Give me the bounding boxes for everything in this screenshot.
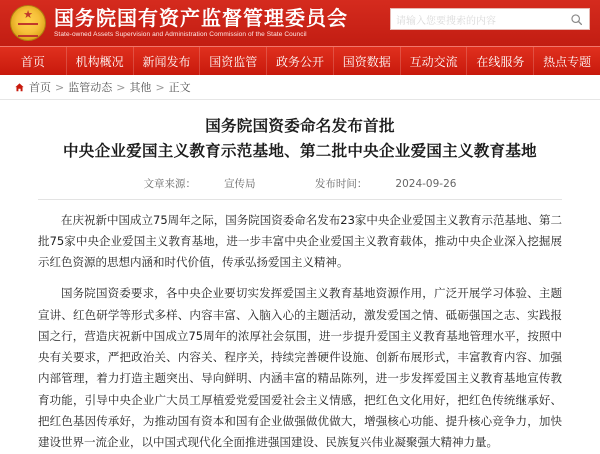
search-ghost-text: 请输入您要搜索的内容	[396, 16, 496, 27]
article-source	[130, 178, 270, 190]
meta-divider	[38, 199, 562, 200]
nav-item-news[interactable]: 新闻发布	[133, 47, 200, 75]
article-paragraph: 在庆祝新中国成立75周年之际，国务院国资委命名发布23家中央企业爱国主义教育示范基地、第二批75家中央企业爱国主义教育基地，进一步丰富中央企业爱国主义教育载体，推动中央企业深入挖掘展示红色资源的思想内涵和时代价值，传承弘扬爱国主义精神。	[38, 212, 562, 270]
article-source-value: 宣传局	[224, 177, 256, 190]
nav-item-organization[interactable]: 机构概况	[66, 47, 133, 75]
breadcrumb	[0, 75, 600, 100]
article-date-label: 发布时间：	[314, 177, 368, 190]
nav-item-home[interactable]: 首页	[20, 54, 45, 69]
breadcrumb-separator-3: >	[155, 80, 165, 94]
article-paragraph: 国务院国资委要求，各中央企业要切实发挥爱国主义教育基地资源作用，广泛开展学习体验、主题宣讲、红色研学等形式多样、内容丰富、入脑入心的主题活动，激发爱国之情、砥砺强国之志、实践报国之行，营造庆祝新中国成立75周年的浓厚社会氛围，进一步提升爱国主义教育基地管理水平，按照中央有关要求，严把政治关、内容关、程序关，持续完善硬件设施、创新布展形式，丰富教育内容、加强内部管理，着力打造主题突出、导向鲜明、内涵丰富的精品陈列，进一步发挥爱国主义教育基地宣传教育功能，引导中央企业广大员工厚植爱党爱国爱社会主义情感，把红色文化用好，把红色传统继承好、把红色基因传承好，为推动国有资本和国有企业做强做优做大，增强核心功能、提升核心竞争力，加快建设世界一流企业，以中国式现代化全面推进强国建设、民族复兴伟业凝聚强大精神力量。	[38, 286, 562, 450]
search-button[interactable]	[563, 9, 589, 29]
article-title-line-1: 国务院国资委命名发布首批	[205, 117, 395, 135]
search-area	[390, 8, 590, 30]
breadcrumb-separator-2: >	[116, 80, 126, 94]
article-body	[38, 210, 562, 454]
breadcrumb-item-home[interactable]: 首页	[29, 81, 51, 94]
article-title-line-2: 中央企业爱国主义教育示范基地、第二批中央企业爱国主义教育基地	[62, 141, 537, 160]
nav-item-interaction[interactable]: 互动交流	[400, 47, 467, 75]
site-title-en: State-owned Assets Supervision and Administration Commission of the State Council	[54, 30, 307, 38]
breadcrumb-item-other[interactable]: 其他	[129, 81, 152, 94]
breadcrumb-item-supervision-news[interactable]: 监管动态	[68, 81, 113, 94]
search-box[interactable]	[390, 8, 590, 30]
article-date-value: 2024-09-26	[395, 177, 457, 190]
breadcrumb-item-current: 正文	[168, 81, 191, 94]
article	[0, 100, 600, 454]
article-meta	[38, 176, 562, 191]
article-source-label: 文章来源：	[143, 177, 197, 190]
home-icon	[14, 82, 25, 93]
nav-item-supervision[interactable]: 国资监管	[199, 47, 266, 75]
search-icon	[570, 13, 583, 26]
national-emblem-icon	[10, 5, 46, 41]
page-title	[38, 114, 562, 164]
search-input[interactable]	[391, 9, 563, 29]
nav-item-topics[interactable]: 热点专题	[533, 47, 600, 75]
site-title-cn: 国务院国有资产监督管理委员会	[54, 5, 348, 30]
site-title-block	[54, 5, 348, 39]
nav-item-data[interactable]: 国资数据	[333, 47, 400, 75]
site-header	[0, 0, 600, 46]
breadcrumb-separator-1: >	[55, 80, 65, 94]
main-nav	[0, 46, 600, 75]
article-date	[301, 178, 471, 190]
nav-item-government-affairs[interactable]: 政务公开	[266, 47, 333, 75]
nav-item-online-service[interactable]: 在线服务	[466, 47, 533, 75]
